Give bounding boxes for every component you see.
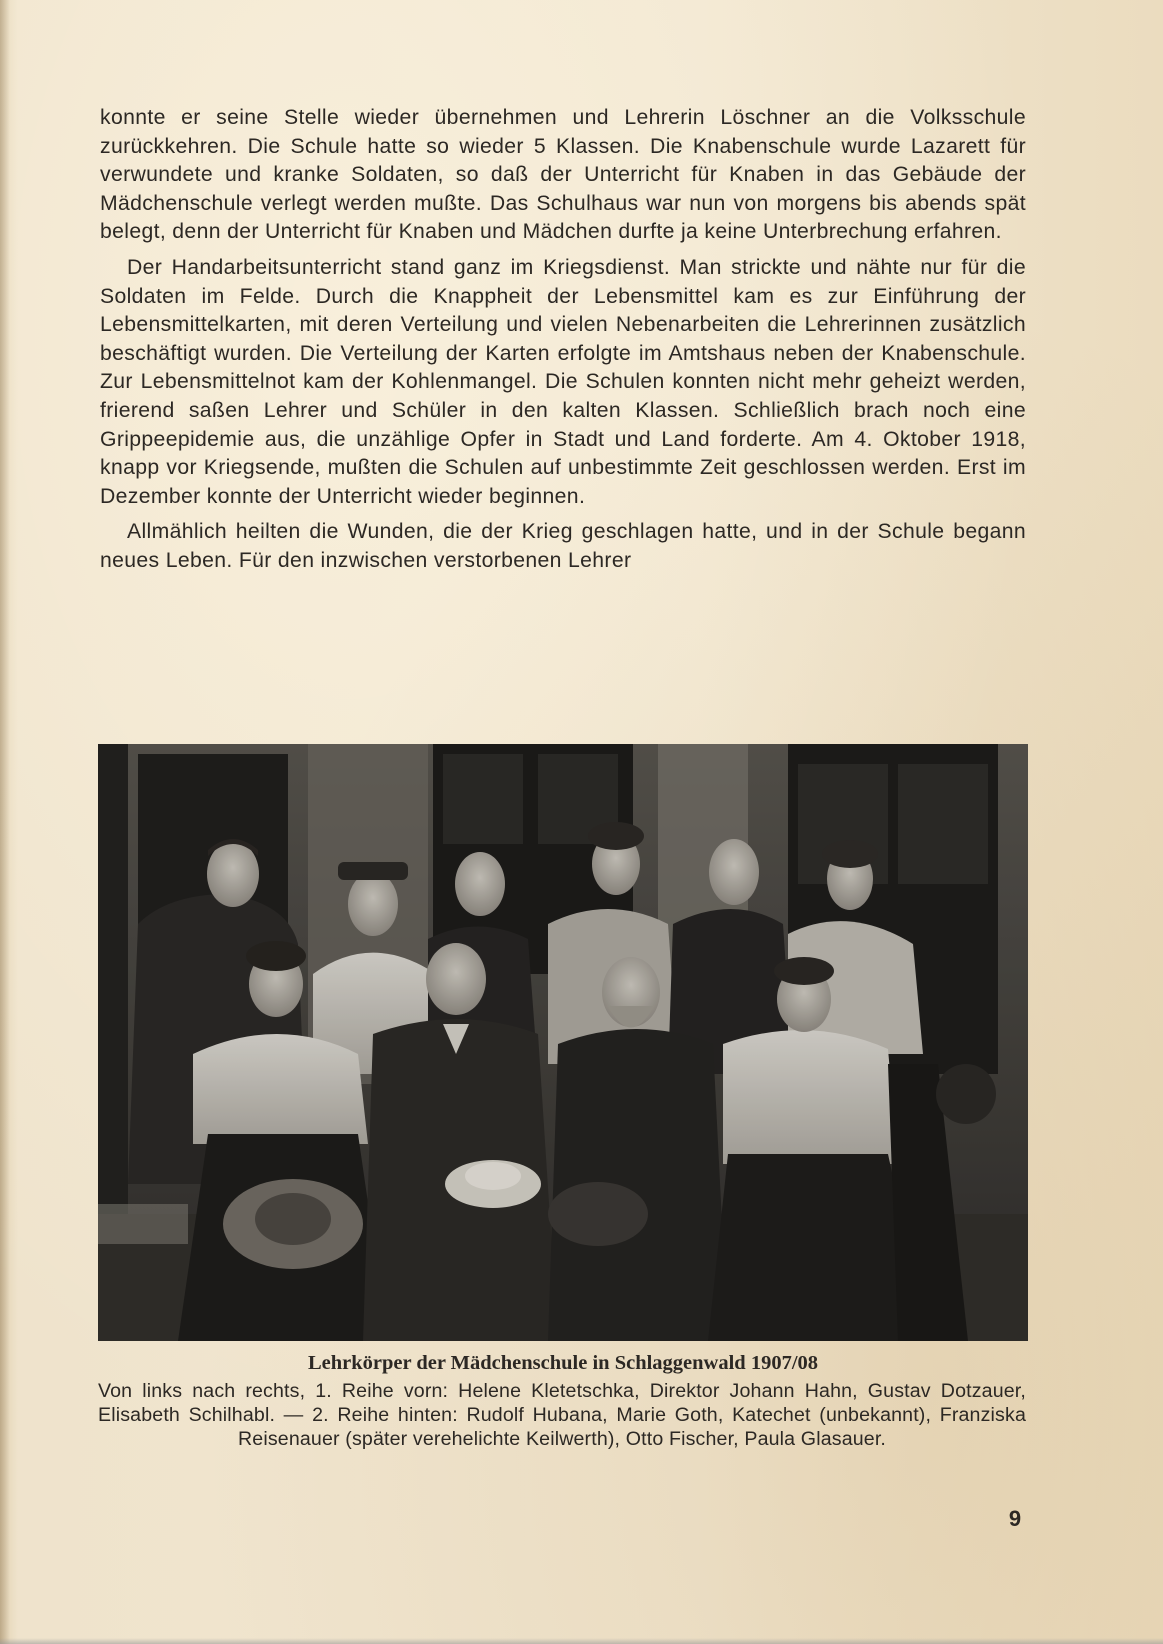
paragraph-3: Allmählich heilten die Wunden, die der Krieg geschlagen hatte, und in der Schule begann neues Leben. Für den inzwischen verstorbenen Lehrer: [100, 520, 1026, 572]
page-bottom-edge: [0, 1638, 1163, 1644]
figure-caption-body: Von links nach rechts, 1. Reihe vorn: Helene Kletetschka, Direktor Johann Hahn, Gustav Dotzauer, Elisabeth Schilhabl. — 2. Reihe hinten: Rudolf Hubana, Marie Goth, Katechet (unbekannt), Franziska Reisenauer (später verehelichte Keilwerth), Otto Fischer, Paula Glasauer.: [98, 1380, 1026, 1451]
figure-caption-title: Lehrkörper der Mädchenschule in Schlaggenwald 1907/08: [307, 1352, 819, 1374]
group-photo: [98, 744, 1028, 1341]
body-text: [100, 104, 1026, 576]
paragraph-2: Der Handarbeitsunterricht stand ganz im Kriegsdienst. Man strickte und nähte nur für die Soldaten im Felde. Durch die Knappheit der Lebensmittel kam es zur Einführung der Lebensmittelkarten, mit deren Verteilung und vielen Nebenarbeiten die Lehrerinnen zusätzlich beschäftigt wurden. Die Verteilung der Karten erfolgte im Amtshaus neben der Knabenschule. Zur Lebensmittelnot kam der Kohlenmangel. Die Schulen konnten nicht mehr geheizt werden, frierend saßen Lehrer und Schüler in den kalten Klassen. Schließlich brach noch eine Grippeepidemie aus, die unzählige Opfer in Stadt und Land forderte. Am 4. Oktober 1918, knapp vor Kriegsende, mußten die Schulen auf unbestimmte Zeit geschlossen werden. Erst im Dezember konnte der Unterricht wieder beginnen.: [100, 255, 1026, 508]
page-number: 9: [1008, 1506, 1022, 1531]
page-spine-shadow: [0, 0, 10, 1644]
paragraph-1: konnte er seine Stelle wieder übernehmen und Lehrerin Löschner an die Volksschule zurückkehren. Die Schule hatte so wieder 5 Klassen. Die Knabenschule wurde Lazarett für verwundete und kranke Soldaten, so daß der Unterricht für Knaben in das Gebäude der Mädchenschule verlegt werden mußte. Das Schulhaus war nun von morgens bis abends spät belegt, denn der Unterricht für Knaben und Mädchen durfte ja keine Unterbrechung erfahren.: [100, 106, 1026, 244]
